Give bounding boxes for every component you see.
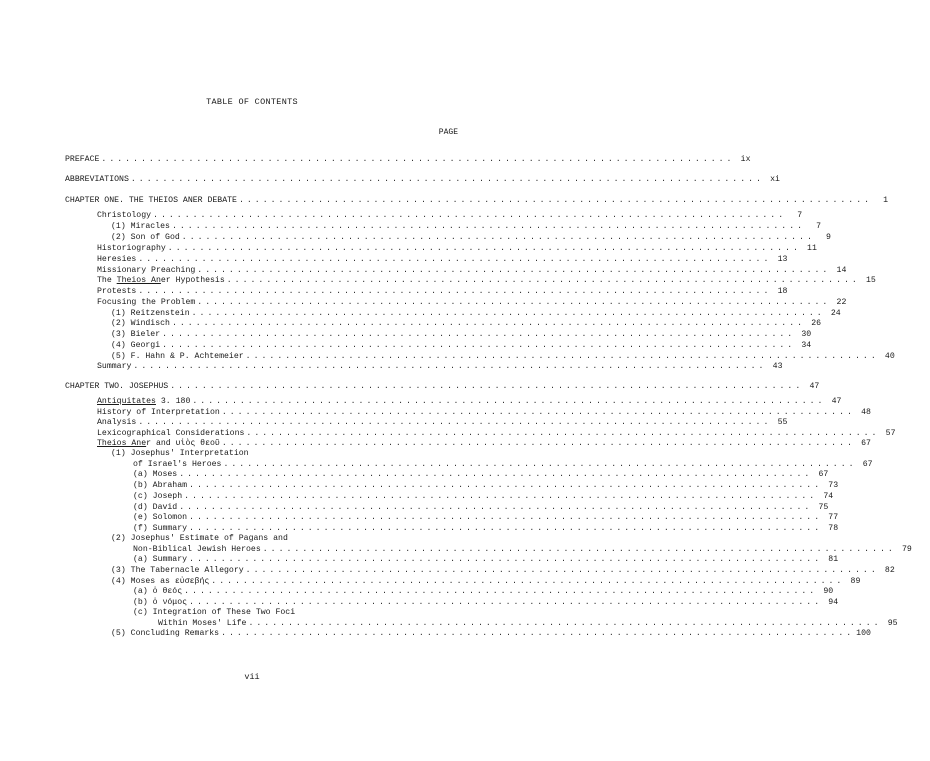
toc-entry-page: 75 <box>818 503 829 512</box>
toc-entry <box>111 329 812 340</box>
toc-entry <box>133 480 839 491</box>
toc-entry-page: ix <box>740 155 751 164</box>
toc-entry-page: 11 <box>807 244 817 253</box>
toc-entry-label: Within Moses' Life <box>158 619 247 628</box>
toc-entry-label: Analysis <box>97 418 137 427</box>
toc-entry-label: (1) Miracles <box>111 222 170 231</box>
dot-leader: ................................................................................ <box>179 470 813 479</box>
toc-entry-label: (4) Moses as εὐσεβής <box>111 577 210 586</box>
toc-entry <box>97 210 803 221</box>
dot-leader: ................................................................................ <box>192 397 826 406</box>
toc-entry-page: 67 <box>861 439 871 448</box>
toc-entry-label: ABBREVIATIONS <box>65 175 129 184</box>
toc-entry-label: (d) David <box>133 503 178 512</box>
toc-entry-label: (a) ὁ θεός <box>133 587 183 596</box>
toc-entry-label: Lexicographical Considerations <box>97 429 245 438</box>
toc-entry-label: Heresies <box>97 255 137 264</box>
dot-leader: ................................................................................ <box>167 244 801 253</box>
toc-entry-label: Antiquitates 3. 180 <box>97 397 191 406</box>
toc-entry-page: 79 <box>902 545 912 554</box>
toc-entry-label: (1) Josephus' Interpretation <box>111 449 249 458</box>
toc-entry <box>133 512 839 523</box>
toc-entry <box>111 448 458 459</box>
dot-leader: ................................................................................ <box>246 429 880 438</box>
toc-entry-page: 26 <box>811 319 822 328</box>
dot-leader: ................................................................................ <box>221 629 855 638</box>
toc-entry-page: 77 <box>828 513 839 522</box>
toc-entry <box>133 586 834 597</box>
toc-entry-label: (3) Bieler <box>111 330 161 339</box>
toc-entry-label: Christology <box>97 211 152 220</box>
toc-entry <box>65 154 751 165</box>
toc-entry-page: 78 <box>828 524 839 533</box>
page-column-header: PAGE <box>438 128 458 137</box>
dot-leader: ................................................................................ <box>101 155 735 164</box>
toc-entry <box>111 565 895 576</box>
toc-entry-label: Historiography <box>97 244 166 253</box>
dot-leader: ................................................................................ <box>138 287 772 296</box>
dot-leader: ................................................................................ <box>197 298 831 307</box>
dot-leader: ................................................................................ <box>189 481 823 490</box>
toc-entry-label: History of Interpretation <box>97 408 220 417</box>
toc-entry <box>97 286 788 297</box>
toc-entry-page: 15 <box>866 276 876 285</box>
dot-leader: ................................................................................ <box>138 255 772 264</box>
dot-leader: ................................................................................ <box>245 352 879 361</box>
toc-entry <box>111 221 822 232</box>
toc-entry-page: 48 <box>861 408 871 417</box>
dot-leader: ................................................................................ <box>181 233 815 242</box>
toc-entry-label: (2) Son of God <box>111 233 180 242</box>
toc-entry-page: 13 <box>777 255 788 264</box>
toc-entry <box>65 174 780 185</box>
dot-leader: ................................................................................ <box>179 503 813 512</box>
toc-entry-page: 47 <box>809 382 820 391</box>
toc-entry-page: 67 <box>818 470 829 479</box>
dot-leader: ................................................................................ <box>184 587 818 596</box>
toc-entry-page: 73 <box>828 481 839 490</box>
toc-entry <box>111 318 822 329</box>
toc-entry-label: CHAPTER TWO. JOSEPHUS <box>65 382 169 391</box>
toc-entry-page: 9 <box>825 233 831 242</box>
toc-entry-label: (f) Summary <box>133 524 188 533</box>
toc-entry-page: 81 <box>828 555 839 564</box>
toc-entry-page: 34 <box>801 341 812 350</box>
toc-entry-page: 7 <box>797 211 803 220</box>
toc-entry-label: Non-Biblical Jewish Heroes <box>133 545 261 554</box>
toc-entry-label: (a) Summary <box>133 555 188 564</box>
dot-leader: ................................................................................ <box>171 222 806 231</box>
toc-entry-page: 30 <box>801 330 812 339</box>
toc-entry-page: 18 <box>777 287 788 296</box>
toc-entry <box>133 607 458 618</box>
toc-entry <box>133 554 839 565</box>
toc-entry-label: (3) The Tabernacle Allegory <box>111 566 244 575</box>
toc-entry-label: (2) Josephus' Estimate of Pagans and <box>111 534 288 543</box>
toc-entry <box>97 254 788 265</box>
dot-leader: ................................................................................ <box>221 408 855 417</box>
toc-entry-page: 14 <box>836 266 847 275</box>
toc-entry-label: Focusing the Problem <box>97 298 196 307</box>
toc-entry-page: 47 <box>831 397 842 406</box>
toc-entry-page: xi <box>770 175 780 184</box>
toc-entry-page: 82 <box>884 566 895 575</box>
toc-entry-page: 7 <box>816 222 822 231</box>
toc-entry-page: 74 <box>823 492 834 501</box>
page-number: vii <box>244 672 260 682</box>
toc-entry-label: (b) ὁ νόμος <box>133 598 188 607</box>
toc-entry <box>111 232 831 243</box>
dot-leader: ................................................................................ <box>191 309 825 318</box>
toc-entry-label: Theios Aner and υἱὸς θεοῦ <box>97 439 220 448</box>
toc-entry-page: 22 <box>836 298 847 307</box>
toc-entry-label: (5) F. Hahn & P. Achtemeier <box>111 352 244 361</box>
dot-leader: ................................................................................ <box>189 598 823 607</box>
toc-entry <box>97 396 842 407</box>
toc-entry-page: 94 <box>828 598 839 607</box>
toc-entry-page: 90 <box>823 587 834 596</box>
dot-leader: ................................................................................ <box>133 362 767 371</box>
dot-leader: ................................................................................ <box>221 439 855 448</box>
toc-entry-label: Protests <box>97 287 137 296</box>
toc-entry-label: (4) Georgi <box>111 341 161 350</box>
toc-entry <box>97 417 788 428</box>
toc-entry-label: (a) Moses <box>133 470 178 479</box>
toc-entry <box>111 340 812 351</box>
dot-leader: ................................................................................ <box>248 619 882 628</box>
dot-leader: ................................................................................ <box>130 175 764 184</box>
toc-entry-label: (1) Reitzenstein <box>111 309 190 318</box>
toc-entry-page: 55 <box>777 418 788 427</box>
toc-entry-page: 100 <box>856 629 871 638</box>
toc-entry-page: 1 <box>883 196 889 205</box>
toc-entry-page: 67 <box>862 460 873 469</box>
toc-entry-label: CHAPTER ONE. THE THEIOS ANER DEBATE <box>65 196 237 205</box>
page-title: TABLE OF CONTENTS <box>206 97 298 107</box>
dot-leader: ................................................................................ <box>262 545 896 554</box>
dot-leader: ................................................................................ <box>162 341 796 350</box>
toc-entry-page: 43 <box>772 362 783 371</box>
dot-leader: ................................................................................ <box>197 266 831 275</box>
dot-leader: ................................................................................ <box>162 330 796 339</box>
dot-leader: ................................................................................ <box>238 196 873 205</box>
toc-entry-page: 40 <box>884 352 895 361</box>
toc-entry-label: Summary <box>97 362 132 371</box>
toc-entry <box>97 297 847 308</box>
toc-entry-page: 57 <box>885 429 896 438</box>
toc-entry-page: 95 <box>887 619 898 628</box>
dot-leader: ................................................................................ <box>223 460 857 469</box>
toc-entry-page: 24 <box>830 309 841 318</box>
dot-leader: ................................................................................ <box>245 566 879 575</box>
toc-entry-label: (2) Windisch <box>111 319 170 328</box>
toc-entry-page: 89 <box>850 577 861 586</box>
toc-entry-label: PREFACE <box>65 155 100 164</box>
toc-entry-label: of Israel's Heroes <box>133 460 222 469</box>
dot-leader: ................................................................................ <box>189 524 823 533</box>
toc-entry <box>111 533 458 544</box>
dot-leader: ................................................................................ <box>226 276 860 285</box>
dot-leader: ................................................................................ <box>189 555 823 564</box>
toc-entry-label: (e) Solomon <box>133 513 188 522</box>
toc-entry-label: (c) Integration of These Two Foci <box>133 608 296 617</box>
dot-leader: ................................................................................ <box>189 513 823 522</box>
toc-entry <box>97 275 876 286</box>
toc-entry <box>65 381 820 392</box>
toc-entry <box>97 243 817 254</box>
toc-entry <box>133 469 829 480</box>
toc-entry-label: (5) Concluding Remarks <box>111 629 220 638</box>
toc-entry-label: (c) Joseph <box>133 492 183 501</box>
dot-leader: ................................................................................ <box>171 319 806 328</box>
dot-leader: ................................................................................ <box>170 382 804 391</box>
toc-entry-label: (b) Abraham <box>133 481 188 490</box>
toc-entry-label: Missionary Preaching <box>97 266 196 275</box>
dot-leader: ................................................................................ <box>211 577 845 586</box>
dot-leader: ................................................................................ <box>153 211 787 220</box>
toc-entry-label: The Theios Aner Hypothesis <box>97 276 225 285</box>
dot-leader: ................................................................................ <box>184 492 818 501</box>
toc-entry <box>97 361 783 372</box>
toc-entry <box>111 628 871 639</box>
dot-leader: ................................................................................ <box>138 418 772 427</box>
toc-entry <box>65 195 889 206</box>
toc-entry <box>133 491 834 502</box>
